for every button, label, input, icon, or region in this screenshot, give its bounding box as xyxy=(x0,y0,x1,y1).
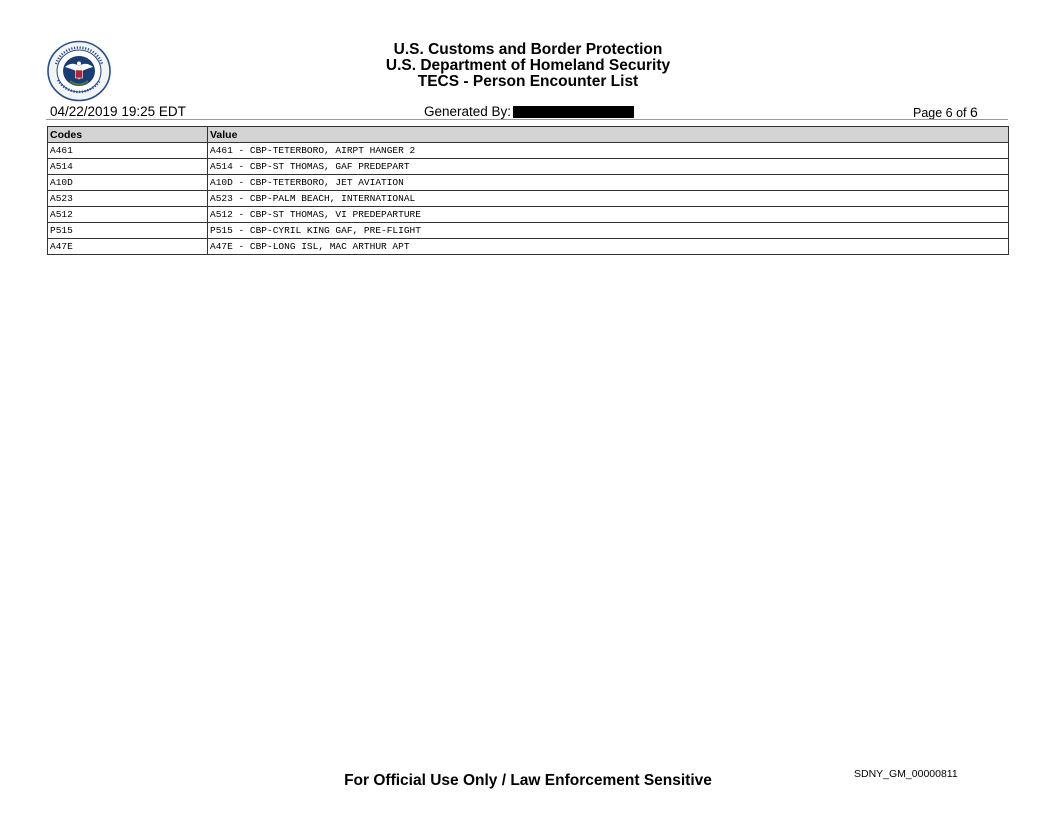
table-row xyxy=(48,159,1009,175)
column-header-codes: Codes xyxy=(48,127,208,143)
table-row xyxy=(48,191,1009,207)
value-cell: A512 - CBP-ST THOMAS, VI PREDEPARTURE xyxy=(208,207,1009,223)
generated-datetime: 04/22/2019 19:25 EDT xyxy=(50,104,186,119)
table-row xyxy=(48,239,1009,255)
code-cell: A514 xyxy=(48,159,208,175)
value-cell: A461 - CBP-TETERBORO, AIRPT HANGER 2 xyxy=(208,143,1009,159)
table-row xyxy=(48,223,1009,239)
column-header-value: Value xyxy=(208,127,1009,143)
handling-notice: For Official Use Only / Law Enforcement Sensitive xyxy=(344,772,712,789)
agency-name: U.S. Customs and Border Protection xyxy=(393,41,663,58)
table-row xyxy=(48,143,1009,159)
page-label: Page 6 of xyxy=(913,106,967,120)
code-cell: A47E xyxy=(48,239,208,255)
value-cell: A523 - CBP-PALM BEACH, INTERNATIONAL xyxy=(208,191,1009,207)
department-name: U.S. Department of Homeland Security xyxy=(385,57,671,74)
value-cell: A514 - CBP-ST THOMAS, GAF PREDEPART xyxy=(208,159,1009,175)
table-row xyxy=(48,207,1009,223)
value-cell: A47E - CBP-LONG ISL, MAC ARTHUR APT xyxy=(208,239,1009,255)
table-row xyxy=(48,175,1009,191)
value-cell: A10D - CBP-TETERBORO, JET AVIATION xyxy=(208,175,1009,191)
generated-by-label: Generated By: xyxy=(424,104,512,119)
code-cell: A523 xyxy=(48,191,208,207)
report-title: TECS - Person Encounter List xyxy=(417,73,639,90)
code-cell: P515 xyxy=(48,223,208,239)
code-cell: A461 xyxy=(48,143,208,159)
code-cell: A10D xyxy=(48,175,208,191)
document-title xyxy=(300,42,756,90)
value-cell: P515 - CBP-CYRIL KING GAF, PRE-FLIGHT xyxy=(208,223,1009,239)
table-header-row xyxy=(48,127,1009,143)
codes-table xyxy=(47,126,1009,255)
code-cell: A512 xyxy=(48,207,208,223)
dhs-seal xyxy=(46,40,112,102)
page-indicator xyxy=(913,104,978,120)
bates-number: SDNY_GM_00000811 xyxy=(854,768,958,780)
header-divider xyxy=(46,119,1008,120)
page-total: 6 xyxy=(970,104,978,120)
redaction-bar xyxy=(513,106,634,118)
